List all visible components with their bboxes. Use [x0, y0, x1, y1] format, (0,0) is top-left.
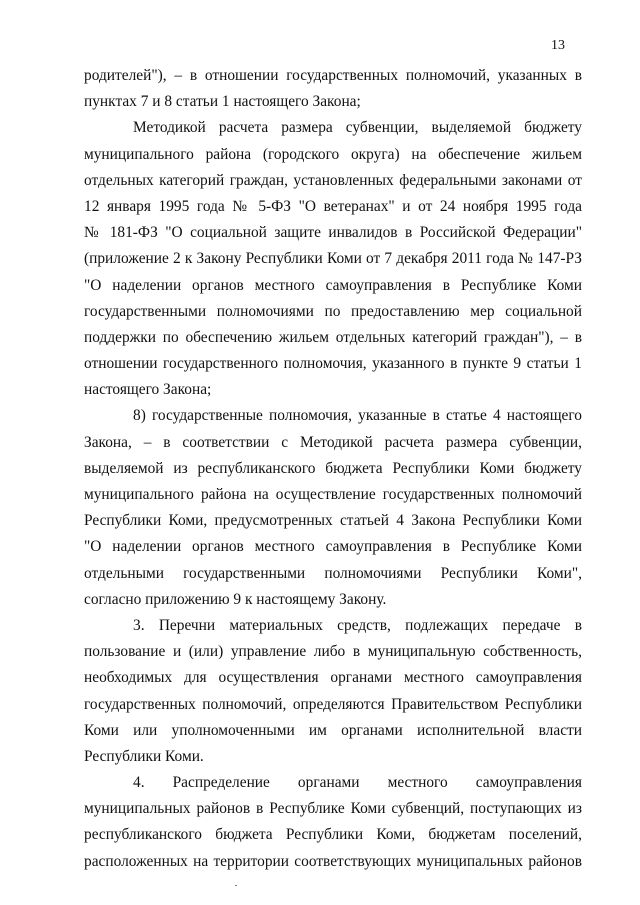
page-number: 13 [551, 38, 565, 53]
text-line: выделяемой из республиканского бюджета Республики Коми бюджету [84, 459, 582, 477]
paragraph-p1 [84, 63, 582, 115]
text-line: Методикой расчета размера субвенции, выделяемой бюджету [133, 119, 582, 137]
text-line: Коми или уполномоченными им органами исполнительной власти [84, 721, 582, 739]
document-body [84, 63, 582, 875]
text-line: Республики Коми. [84, 747, 204, 765]
text-line: 4. Распределение органами местного самоуправления [133, 774, 582, 792]
text-line: муниципального района (городского округа) на обеспечение жильем [84, 145, 582, 163]
text-line: 8) государственные полномочия, указанные в статье 4 настоящего [133, 407, 582, 425]
paragraph-p2 [84, 115, 582, 403]
text-line: поддержки по обеспечению жильем отдельных категорий граждан"), – в [84, 328, 582, 346]
text-line: № 181-ФЗ "О социальной защите инвалидов в Российской Федерации" [84, 224, 582, 242]
text-line: настоящего Закона; [84, 381, 212, 399]
text-line: согласно приложению 9 к настоящему Закону. [84, 590, 387, 608]
text-line: "О наделении органов местного самоуправления в Республике Коми [84, 276, 582, 294]
text-line: отдельными государственными полномочиями Республики Коми", [84, 564, 582, 582]
paragraph-p3 [84, 403, 582, 613]
text-line: отдельных категорий граждан, установленных федеральными законами от [84, 171, 582, 189]
text-line: муниципальных районов в Республике Коми субвенций, поступающих из [84, 800, 582, 818]
text-line: республиканского бюджета Республики Коми, бюджетам поселений, [84, 826, 582, 844]
text-line: пользование и (или) управление либо в муниципальную собственность, [84, 643, 582, 661]
text-line: родителей"), – в отношении государственных полномочий, указанных в [84, 67, 582, 84]
paragraph-p5 [84, 770, 582, 875]
text-line: отношении государственного полномочия, указанного в пункте 9 статьи 1 [84, 355, 582, 373]
text-line: (приложение 2 к Закону Республики Коми от 7 декабря 2011 года № 147-РЗ [84, 250, 582, 268]
text-line: государственных полномочий, определяются Правительством Республики [84, 695, 582, 713]
scan-speck [235, 885, 237, 886]
text-line: "О наделении органов местного самоуправления в Республике Коми [84, 538, 582, 556]
text-line: 3. Перечни материальных средств, подлежащих передаче в [133, 616, 582, 634]
text-line: государственными полномочиями по предоставлению мер социальной [84, 302, 582, 320]
text-line: 12 января 1995 года № 5-ФЗ "О ветеранах" и от 24 ноября 1995 года [84, 197, 582, 215]
text-line: пунктах 7 и 8 статьи 1 настоящего Закона; [84, 93, 361, 111]
text-line: Республики Коми, предусмотренных статьей 4 Закона Республики Коми [84, 512, 582, 530]
text-line: муниципального района на осуществление государственных полномочий [84, 486, 582, 503]
text-line: Закона, – в соответствии с Методикой расчета размера субвенции, [84, 433, 582, 451]
paragraph-p4 [84, 613, 582, 770]
text-line: расположенных на территории соответствующих муниципальных районов [84, 852, 582, 870]
text-line: необходимых для осуществления органами местного самоуправления [84, 669, 582, 687]
